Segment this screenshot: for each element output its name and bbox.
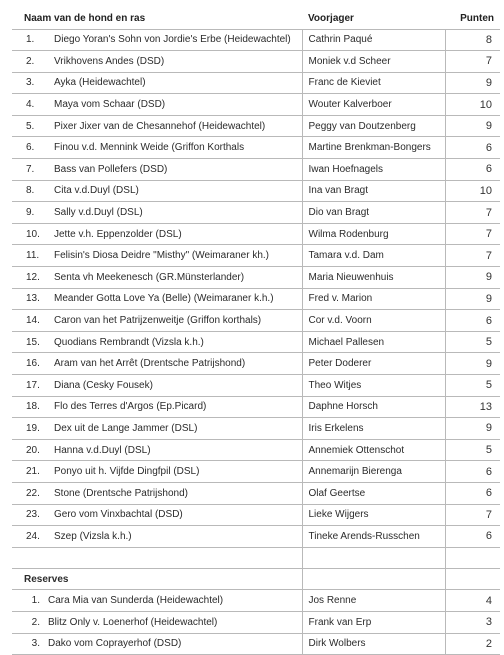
points-value: 9 xyxy=(445,72,500,94)
dog-cell xyxy=(12,611,302,633)
dog-name: Caron van het Patrijzenweitje (Griffon korthals) xyxy=(54,315,262,327)
handler-name: Ina van Bragt xyxy=(302,180,445,202)
dog-name: Hanna v.d.Duyl (DSL) xyxy=(54,444,151,456)
handler-name: Franc de Kieviet xyxy=(302,72,445,94)
results-table xyxy=(12,8,500,655)
rank-number: 2. xyxy=(26,55,35,67)
dog-name: Ponyo uit h. Vijfde Dingfpil (DSL) xyxy=(54,466,200,478)
dog-cell xyxy=(12,633,302,655)
handler-name: Wouter Kalverboer xyxy=(302,94,445,116)
handler-name: Dio van Bragt xyxy=(302,202,445,224)
handler-name: Tamara v.d. Dam xyxy=(302,245,445,267)
reserve-row xyxy=(12,590,500,612)
dog-cell xyxy=(12,482,302,504)
table-row xyxy=(12,72,500,94)
points-value: 7 xyxy=(445,202,500,224)
reserves-header-row xyxy=(12,568,500,590)
dog-cell xyxy=(12,418,302,440)
rank-number: 22. xyxy=(26,487,40,499)
rank-number: 2. xyxy=(31,616,40,628)
table-row xyxy=(12,331,500,353)
table-row xyxy=(12,51,500,73)
rank-number: 20. xyxy=(26,444,40,456)
points-value: 8 xyxy=(445,29,500,51)
results-sheet xyxy=(12,8,500,655)
table-row xyxy=(12,482,500,504)
table-row xyxy=(12,159,500,181)
rank-number: 23. xyxy=(26,509,40,521)
table-row xyxy=(12,202,500,224)
dog-cell xyxy=(12,396,302,418)
reserve-row xyxy=(12,633,500,655)
points-value: 7 xyxy=(445,504,500,526)
handler-name: Maria Nieuwenhuis xyxy=(302,267,445,289)
dog-cell xyxy=(12,590,302,612)
rank-number: 5. xyxy=(26,120,35,132)
dog-name: Aram van het Arrêt (Drentsche Patrijshond) xyxy=(54,358,246,370)
handler-name: Jos Renne xyxy=(302,590,445,612)
dog-name: Quodians Rembrandt (Vizsla k.h.) xyxy=(54,336,204,348)
rank-number: 18. xyxy=(26,401,40,413)
rank-number: 11. xyxy=(26,250,40,262)
dog-name: Szep (Vizsla k.h.) xyxy=(54,530,132,542)
points-value: 6 xyxy=(445,482,500,504)
handler-name: Cor v.d. Voorn xyxy=(302,310,445,332)
table-row xyxy=(12,94,500,116)
table-row xyxy=(12,137,500,159)
dog-cell xyxy=(12,180,302,202)
rank-number: 21. xyxy=(26,466,40,478)
points-value: 9 xyxy=(445,418,500,440)
dog-name: Cita v.d.Duyl (DSL) xyxy=(54,185,139,197)
points-value: 9 xyxy=(445,288,500,310)
handler-name: Martine Brenkman-Bongers xyxy=(302,137,445,159)
dog-cell xyxy=(12,115,302,137)
reserves-title: Reserves xyxy=(12,568,302,590)
dog-name: Flo des Terres d'Argos (Ep.Picard) xyxy=(54,401,207,413)
dog-name: Meander Gotta Love Ya (Belle) (Weimaraner k.h.) xyxy=(54,293,274,305)
points-value: 9 xyxy=(445,267,500,289)
dog-cell xyxy=(12,51,302,73)
handler-name: Daphne Horsch xyxy=(302,396,445,418)
table-row xyxy=(12,504,500,526)
dog-name: Maya vom Schaar (DSD) xyxy=(54,99,166,111)
header-dog: Naam van de hond en ras xyxy=(24,12,146,24)
dog-cell xyxy=(12,526,302,548)
rank-number: 14. xyxy=(26,315,40,327)
handler-name: Michael Pallesen xyxy=(302,331,445,353)
rank-number: 4. xyxy=(26,99,35,111)
rank-number: 10. xyxy=(26,228,40,240)
reserves-body xyxy=(12,590,500,655)
table-row xyxy=(12,375,500,397)
header-points: Punten xyxy=(460,12,494,24)
table-row xyxy=(12,288,500,310)
results-body xyxy=(12,29,500,547)
dog-cell xyxy=(12,331,302,353)
points-value: 7 xyxy=(445,51,500,73)
dog-name: Dex uit de Lange Jammer (DSL) xyxy=(54,422,198,434)
points-value: 7 xyxy=(445,245,500,267)
points-value: 6 xyxy=(445,461,500,483)
rank-number: 1. xyxy=(31,595,40,607)
points-value: 5 xyxy=(445,439,500,461)
handler-name: Theo Witjes xyxy=(302,375,445,397)
rank-number: 6. xyxy=(26,142,35,154)
dog-cell xyxy=(12,310,302,332)
dog-cell xyxy=(12,288,302,310)
points-value: 6 xyxy=(445,310,500,332)
table-row xyxy=(12,245,500,267)
dog-cell xyxy=(12,439,302,461)
dog-cell xyxy=(12,504,302,526)
dog-cell xyxy=(12,245,302,267)
rank-number: 19. xyxy=(26,422,40,434)
table-row xyxy=(12,396,500,418)
dog-name: Gero vom Vinxbachtal (DSD) xyxy=(54,509,183,521)
handler-name: Peggy van Doutzenberg xyxy=(302,115,445,137)
table-row xyxy=(12,223,500,245)
handler-name: Moniek v.d Scheer xyxy=(302,51,445,73)
dog-name: Finou v.d. Mennink Weide (Griffon Korthals xyxy=(54,142,245,154)
dog-cell xyxy=(12,353,302,375)
table-row xyxy=(12,29,500,51)
rank-number: 1. xyxy=(26,34,35,46)
rank-number: 7. xyxy=(26,163,35,175)
table-row xyxy=(12,439,500,461)
points-value: 7 xyxy=(445,223,500,245)
dog-name: Diana (Cesky Fousek) xyxy=(54,379,153,391)
dog-name: Felisin's Diosa Deidre "Misthy" (Weimaraner kh.) xyxy=(54,250,269,262)
handler-name: Frank van Erp xyxy=(302,611,445,633)
dog-cell xyxy=(12,223,302,245)
points-value: 6 xyxy=(445,526,500,548)
handler-name: Tineke Arends-Russchen xyxy=(302,526,445,548)
header-row xyxy=(12,8,500,29)
table-row xyxy=(12,461,500,483)
dog-cell xyxy=(12,94,302,116)
header-handler: Voorjager xyxy=(308,12,354,24)
dog-cell xyxy=(12,267,302,289)
points-value: 5 xyxy=(445,331,500,353)
handler-name: Cathrin Paqué xyxy=(302,29,445,51)
dog-name: Cara Mia van Sunderda (Heidewachtel) xyxy=(48,595,224,607)
blank-row xyxy=(12,547,500,568)
table-row xyxy=(12,526,500,548)
dog-cell xyxy=(12,202,302,224)
handler-name: Lieke Wijgers xyxy=(302,504,445,526)
dog-name: Pixer Jixer van de Chesannehof (Heidewachtel) xyxy=(54,120,266,132)
handler-name: Fred v. Marion xyxy=(302,288,445,310)
handler-name: Iris Erkelens xyxy=(302,418,445,440)
table-row xyxy=(12,115,500,137)
points-value: 10 xyxy=(445,180,500,202)
table-row xyxy=(12,353,500,375)
handler-name: Wilma Rodenburg xyxy=(302,223,445,245)
dog-name: Jette v.h. Eppenzolder (DSL) xyxy=(54,228,182,240)
table-row xyxy=(12,418,500,440)
table-row xyxy=(12,267,500,289)
handler-name: Olaf Geertse xyxy=(302,482,445,504)
spacer-body xyxy=(12,547,500,590)
points-value: 9 xyxy=(445,353,500,375)
points-value: 6 xyxy=(445,159,500,181)
points-value: 6 xyxy=(445,137,500,159)
dog-name: Stone (Drentsche Patrijshond) xyxy=(54,487,188,499)
table-row xyxy=(12,180,500,202)
dog-name: Bass van Pollefers (DSD) xyxy=(54,163,168,175)
rank-number: 8. xyxy=(26,185,35,197)
handler-name: Dirk Wolbers xyxy=(302,633,445,655)
dog-cell xyxy=(12,29,302,51)
dog-name: Diego Yoran's Sohn von Jordie's Erbe (Heidewachtel) xyxy=(54,34,291,46)
points-value: 5 xyxy=(445,375,500,397)
handler-name: Annemiek Ottenschot xyxy=(302,439,445,461)
dog-cell xyxy=(12,72,302,94)
dog-cell xyxy=(12,137,302,159)
dog-name: Ayka (Heidewachtel) xyxy=(54,77,146,89)
dog-name: Dako vom Coprayerhof (DSD) xyxy=(48,638,182,650)
reserve-row xyxy=(12,611,500,633)
points-value: 9 xyxy=(445,115,500,137)
handler-name: Iwan Hoefnagels xyxy=(302,159,445,181)
rank-number: 24. xyxy=(26,530,40,542)
points-value: 3 xyxy=(445,611,500,633)
rank-number: 9. xyxy=(26,207,35,219)
dog-name: Vrikhovens Andes (DSD) xyxy=(54,55,165,67)
rank-number: 12. xyxy=(26,271,40,283)
dog-cell xyxy=(12,375,302,397)
rank-number: 17. xyxy=(26,379,40,391)
dog-name: Blitz Only v. Loenerhof (Heidewachtel) xyxy=(48,616,218,628)
points-value: 10 xyxy=(445,94,500,116)
rank-number: 13. xyxy=(26,293,40,305)
points-value: 13 xyxy=(445,396,500,418)
dog-cell xyxy=(12,461,302,483)
rank-number: 3. xyxy=(26,77,35,89)
points-value: 4 xyxy=(445,590,500,612)
rank-number: 16. xyxy=(26,358,40,370)
dog-name: Sally v.d.Duyl (DSL) xyxy=(54,207,143,219)
dog-cell xyxy=(12,159,302,181)
dog-name: Senta vh Meekenesch (GR.Münsterlander) xyxy=(54,271,245,283)
handler-name: Peter Doderer xyxy=(302,353,445,375)
table-row xyxy=(12,310,500,332)
rank-number: 15. xyxy=(26,336,40,348)
handler-name: Annemarijn Bierenga xyxy=(302,461,445,483)
rank-number: 3. xyxy=(31,638,40,650)
points-value: 2 xyxy=(445,633,500,655)
